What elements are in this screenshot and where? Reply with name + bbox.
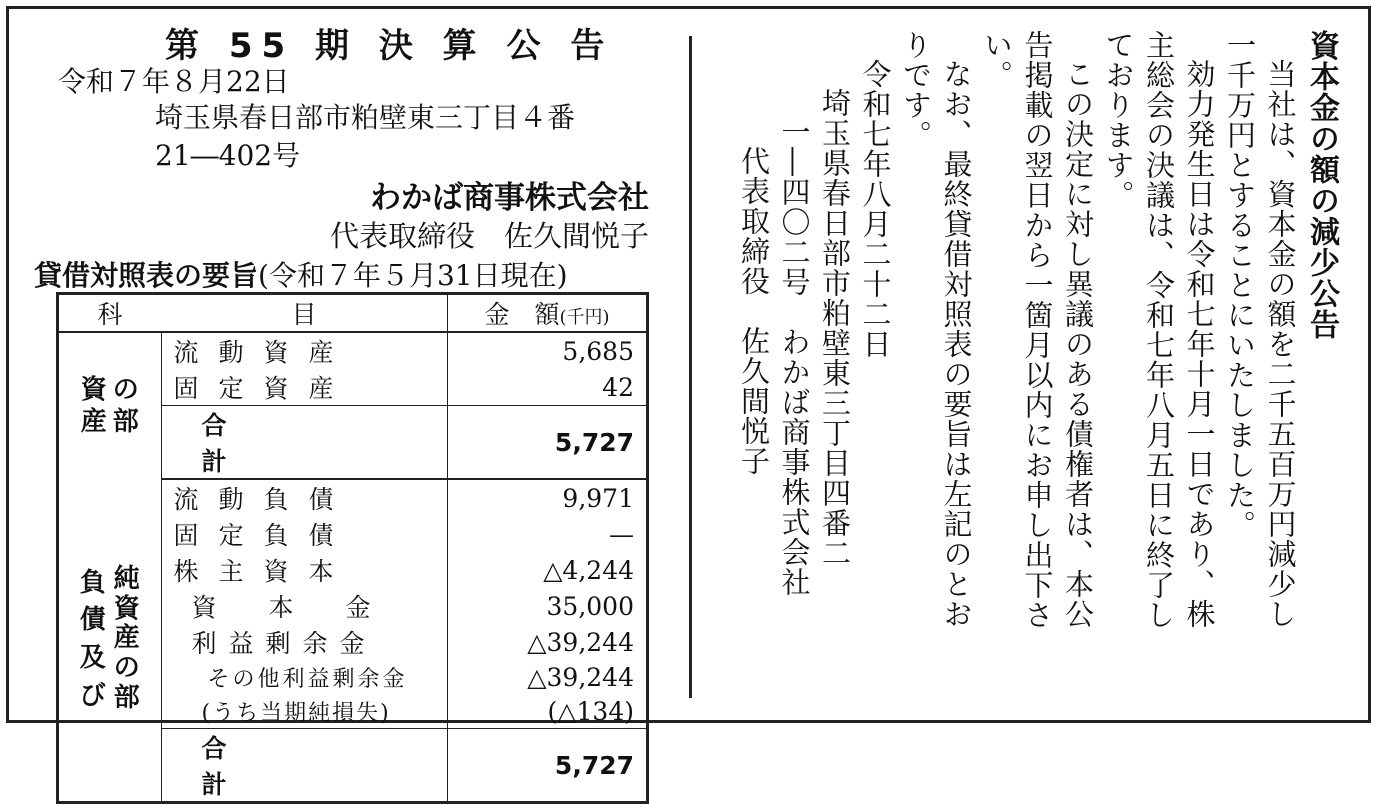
header-amount-label: 金 額 [484, 300, 560, 329]
liab-section-char: 債 [79, 605, 106, 636]
notice-line: 告掲載の翌日から一箇月以内にお申し出下さ [1020, 30, 1055, 630]
liab-section-char: 純 [113, 563, 140, 594]
header-subject-2: 目 [161, 294, 448, 333]
bs-period: (令和７年５月31日現在) [258, 259, 568, 292]
row-label: (うち当期純損失) [161, 694, 448, 729]
notice-line: 一千万円とすることにいたしました。 [1223, 30, 1257, 540]
row-value: 5,685 [562, 336, 634, 366]
row-value: 9,971 [562, 483, 634, 513]
liab-section-char: び [79, 680, 106, 711]
row-label: 利益剰余金 [161, 624, 448, 660]
liab-section-char: 産 [113, 623, 140, 654]
row-value: (△134) [547, 696, 634, 726]
header-amount [448, 294, 648, 333]
notice-line: この決定に対し異議のある債権者は、本公 [1061, 59, 1095, 629]
column-divider [689, 36, 692, 698]
header-subject-1: 科 [58, 294, 162, 333]
row-value: △4,244 [543, 555, 634, 585]
notice-line: 効力発生日は令和七年十月一日であり、株 [1182, 59, 1217, 629]
liab-section-char: 負 [79, 567, 106, 598]
settlement-title: 第 55 期 決 算 公 告 [165, 26, 614, 66]
notice-line: なお、最終貸借対照表の要旨は左記のとお [939, 59, 974, 629]
company-name: わかば商事株式会社 [370, 180, 649, 216]
row-value: 35,000 [546, 591, 634, 621]
liab-section-char: 及 [79, 643, 106, 673]
row-label: 固定資産 [161, 369, 448, 406]
assets-section-char: 部 [112, 407, 139, 437]
row-value: △39,244 [527, 662, 634, 692]
row-label: 流動資産 [161, 332, 448, 369]
address-line-1: 埼玉県春日部市粕壁東三丁目４番 [155, 101, 576, 134]
row-value: △39,244 [527, 627, 634, 657]
notice-company: 一―四〇二号 わかば商事株式会社 [777, 117, 812, 597]
assets-section-char: 資 [80, 374, 107, 405]
balance-sheet-title [34, 254, 568, 294]
liab-section-char: 資 [113, 593, 140, 624]
row-label: 流動負債 [161, 479, 448, 516]
row-label: 株主資本 [161, 552, 448, 588]
assets-section-char: の [112, 374, 139, 405]
table-header [58, 294, 648, 333]
notice-title: 資本金の額の減少公告 [1304, 30, 1339, 340]
assets-total-label: 合計 [161, 406, 448, 480]
notice-line: い。 [980, 30, 1014, 90]
notice-line: 主総会の決議は、令和七年八月五日に終了し [1142, 30, 1176, 630]
address-line-2: 21―402号 [155, 139, 301, 172]
row-label: 資本金 [161, 588, 448, 624]
row-label: 固定負債 [161, 516, 448, 552]
notice-line: 当社は、資本金の額を二千五百万円減少し [1263, 59, 1298, 629]
header-unit: (千円) [559, 307, 610, 328]
liabilities-section-label [58, 479, 162, 803]
liabilities-total-label: 合計 [161, 729, 448, 803]
assets-section-char: 産 [80, 407, 107, 437]
liab-section-char: 部 [113, 683, 140, 714]
notice-date: 令和七年八月二十二日 [858, 59, 893, 359]
notice-line: ております。 [1101, 30, 1136, 210]
assets-total-value: 5,727 [448, 406, 648, 480]
table-row [58, 332, 648, 369]
row-value: — [609, 519, 634, 549]
liabilities-total-value: 5,727 [448, 729, 648, 803]
capital-reduction-notice [734, 30, 1342, 710]
settlement-date: 令和７年８月22日 [58, 65, 290, 98]
assets-section-label [58, 332, 162, 479]
row-label: その他利益剰余金 [161, 660, 448, 694]
balance-sheet-table [56, 292, 649, 804]
representative: 代表取締役 佐久間悦子 [329, 219, 649, 253]
bs-title-text: 貸借対照表の要旨 [34, 259, 259, 292]
table-row [58, 479, 648, 516]
notice-representative: 代表取締役 佐久間悦子 [737, 146, 771, 476]
notice-line: りです。 [899, 30, 933, 150]
row-value: 42 [602, 372, 634, 402]
notice-address: 埼玉県春日部市粕壁東三丁目四番二 [818, 88, 852, 568]
liab-section-char: の [113, 653, 140, 684]
